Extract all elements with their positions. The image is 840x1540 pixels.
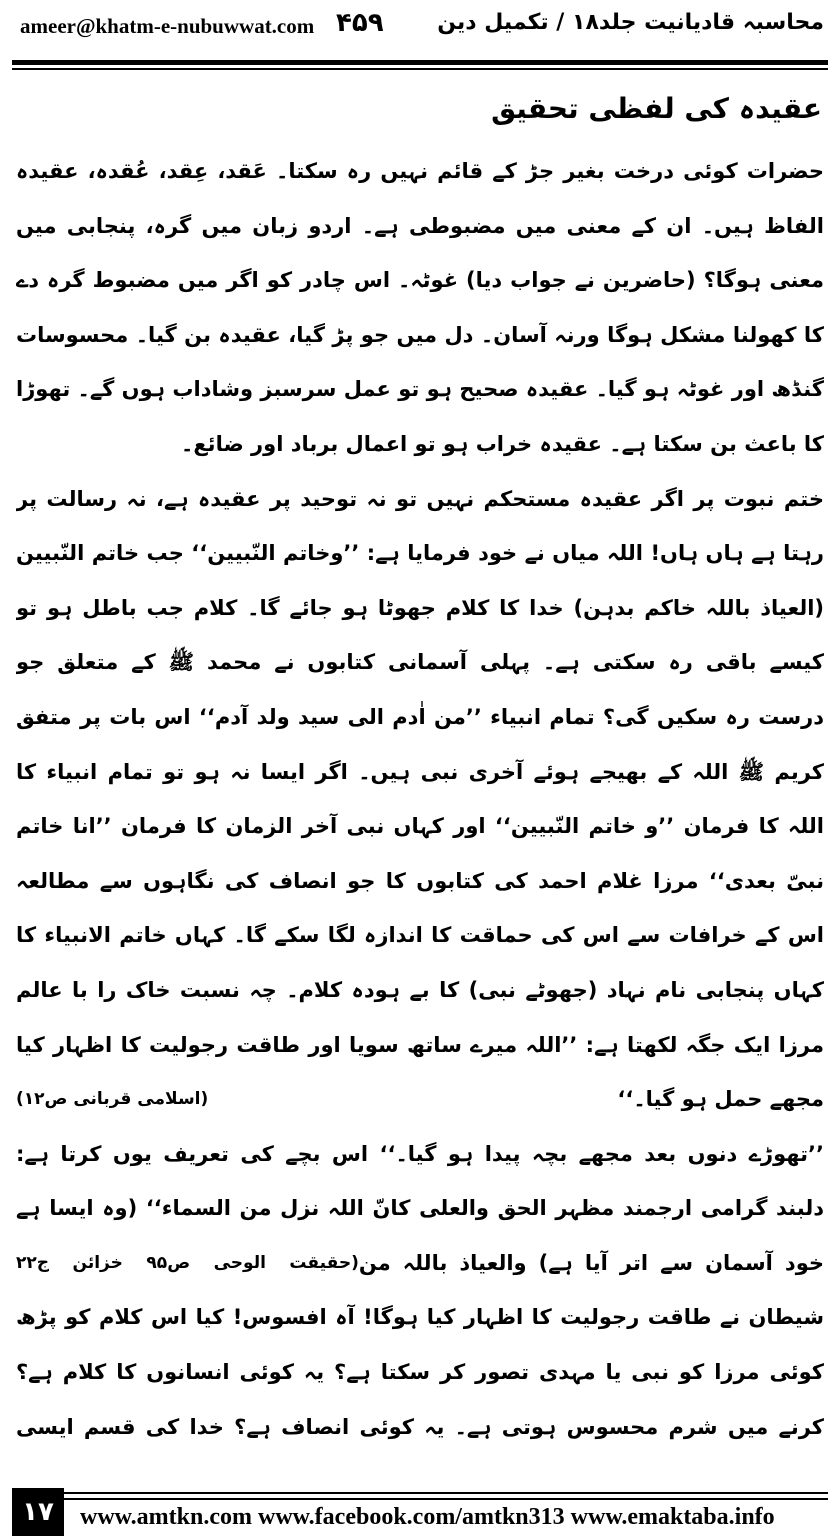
sheet-number: ۱۷: [12, 1488, 64, 1536]
text-line: کریم ﷺ اللہ کے بھیجے ہوئے آخری نبی ہیں۔ اگر ایسا نہ ہو تو تمام انبیاء کا: [16, 759, 824, 784]
text-line: مرزا ایک جگہ لکھتا ہے: ’’اللہ میرے ساتھ سویا اور طاقت رجولیت کا اظہار کیا: [16, 1032, 824, 1057]
book-title: محاسبہ قادیانیت جلد۱۸ / تکمیل دین: [437, 10, 824, 35]
text-line: کا باعث بن سکتا ہے۔ عقیدہ خراب ہو تو اعمال برباد اور ضائع۔: [181, 431, 824, 456]
text-line: درست رہ سکیں گی؟ تمام انبیاء ’’من اٰدم الی سید ولد آدم‘‘ اس بات پر متفق: [16, 704, 824, 729]
footer-divider: [64, 1498, 828, 1500]
footer-divider: [64, 1492, 828, 1494]
page-body: [16, 144, 824, 1454]
line-text: خود آسمان سے اتر آیا ہے) والعیاذ باللہ من: [358, 1250, 824, 1275]
citation: (حقیقت الوحی ص۹۵ خزائن ج۲۲: [16, 1252, 359, 1273]
footer-links: www.amtkn.com www.facebook.com/amtkn313 www.emaktaba.info: [80, 1504, 775, 1530]
header-divider-thin: [12, 68, 828, 70]
text-line: ’’تھوڑے دنوں بعد مجھے بچہ پیدا ہو گیا۔‘‘ اس بچے کی تعریف یوں کرتا ہے:: [16, 1141, 824, 1166]
page-footer: [0, 1488, 840, 1540]
text-line: کرنے میں شرم محسوس ہوتی ہے۔ یہ کوئی انصاف ہے؟ خدا کی قسم ایسی: [16, 1414, 824, 1439]
text-line: حضرات کوئی درخت بغیر جڑ کے قائم نہیں رہ سکتا۔ عَقد، عِقد، عُقدہ، عقیدہ: [16, 159, 824, 183]
text-line: ختم نبوت پر اگر عقیدہ مستحکم نہیں تو نہ توحید پر عقیدہ ہے، نہ رسالت پر: [16, 486, 824, 511]
text-line: کا کھولنا مشکل ہوگا ورنہ آسان۔ دل میں جو پڑ گیا، عقیدہ بن گیا۔ محسوسات: [16, 322, 824, 347]
text-line: نبیّ بعدی‘‘ مرزا غلام احمد کی کتابوں کا جو انصاف کی نگاہوں سے مطالعہ: [16, 868, 824, 893]
text-line: شیطان نے طاقت رجولیت کا اظہار کیا ہوگا! آہ افسوس! کیا اس کلام کو پڑھ: [16, 1305, 824, 1330]
text-line: کہاں پنجابی نام نہاد (جھوٹے نبی) کا بے ہودہ کلام۔ چہ نسبت خاک را با عالم: [16, 977, 824, 1002]
text-line: گنڈھ اور غوٹہ ہو گیا۔ عقیدہ صحیح ہو تو عمل سرسبز وشاداب ہوں گے۔ تھوڑا: [16, 377, 824, 402]
text-line: (العیاذ باللہ خاکم بدہن) خدا کا کلام جھوٹا ہو جائے گا۔ کلام جب باطل ہو تو: [16, 595, 824, 620]
text-line: [16, 1072, 824, 1127]
line-text: مجھے حمل ہو گیا۔‘‘: [617, 1087, 824, 1112]
text-line: اللہ کا فرمان ’’و خاتم النّبیین‘‘ اور کہاں نبی آخر الزمان کا فرمان ’’انا خاتم: [16, 814, 824, 839]
text-line: کیسے باقی رہ سکتی ہے۔ پہلی آسمانی کتابوں نے محمد ﷺ کے متعلق جو: [16, 650, 824, 675]
text-line: رہتا ہے ہاں ہاں! اللہ میاں نے خود فرمایا ہے: ’’وخاتم النّبیین‘‘ جب خاتم النّبیین: [16, 541, 824, 566]
text-line: کوئی مرزا کو نبی یا مہدی تصور کر سکتا ہے؟ یہ کوئی انسانوں کا کلام ہے؟: [16, 1360, 824, 1385]
page-header: [0, 0, 840, 56]
header-email: ameer@khatm-e-nubuwwat.com: [20, 14, 315, 38]
text-line: اس کے خرافات سے اس کی حماقت کا اندازہ لگا سکے گا۔ کہاں خاتم الانبیاء کا: [16, 923, 824, 948]
text-line: [16, 1236, 824, 1291]
page-number: ۴۵۹: [336, 8, 384, 38]
text-line: دلبند گرامی ارجمند مظہر الحق والعلی کانّ اللہ نزل من السماء‘‘ (وہ ایسا ہے: [16, 1196, 824, 1221]
citation: (اسلامی قربانی ص۱۲): [16, 1089, 209, 1110]
text-line: معنی ہوگا؟ (حاضرین نے جواب دیا) غوٹہ۔ اس چادر کو اگر میں مضبوط گرہ دے: [16, 268, 824, 293]
header-divider: [12, 60, 828, 65]
section-heading: عقیدہ کی لفظی تحقیق: [491, 92, 822, 125]
text-line: الفاظ ہیں۔ ان کے معنی میں مضبوطی ہے۔ اردو زبان میں گرہ، پنجابی میں: [16, 213, 824, 238]
